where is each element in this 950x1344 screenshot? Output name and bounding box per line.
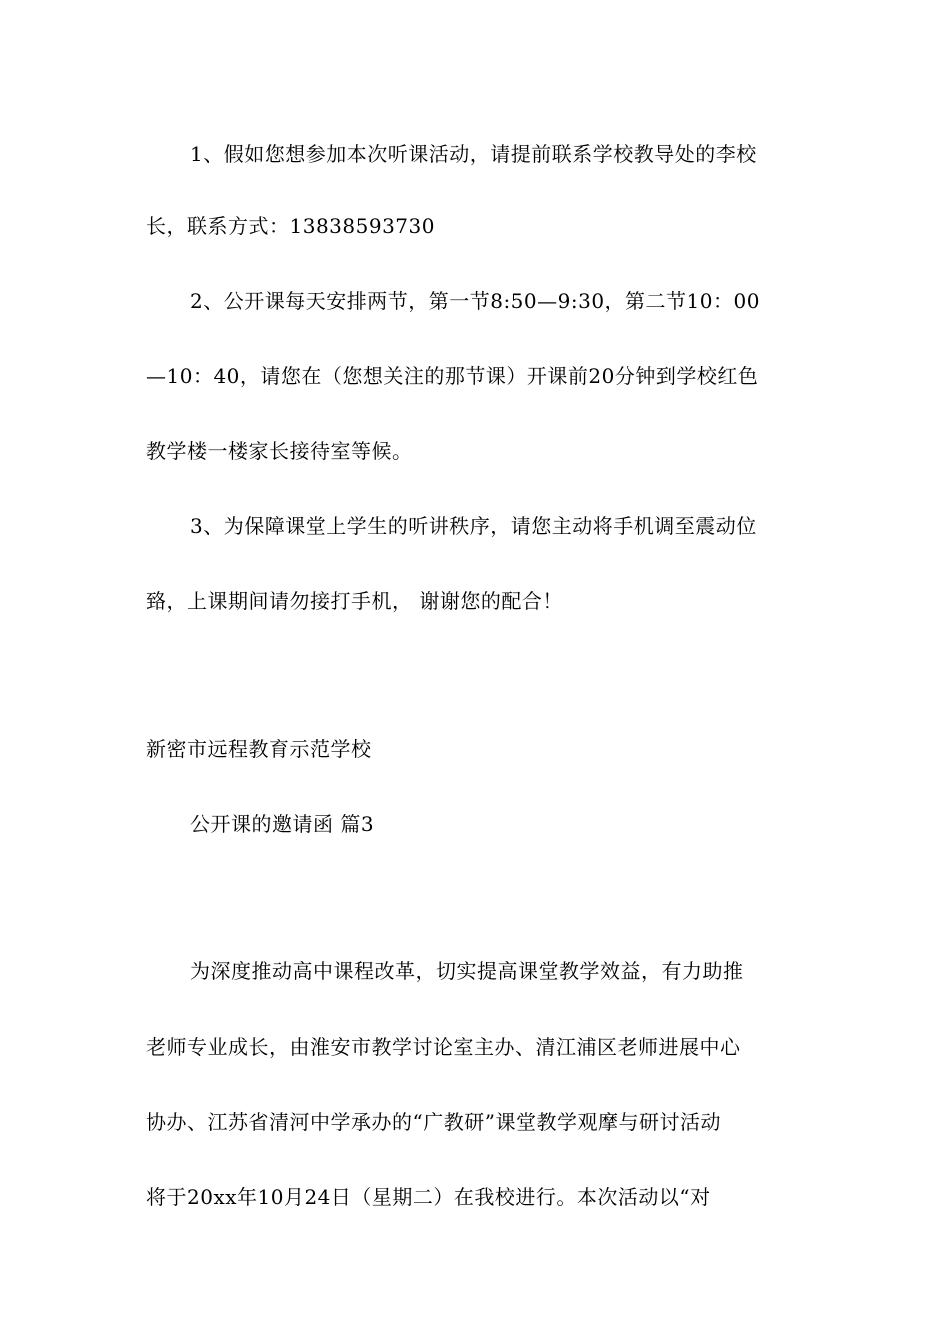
paragraph-3-line-1: 3、为保障课堂上学生的听讲秩序，请您主动将手机调至震动位: [190, 514, 757, 538]
paragraph-2-line-1: 2、公开课每天安排两节，第一节8:50—9:30，第二节10：00: [190, 289, 760, 313]
paragraph-1-line-1: 1、假如您想参加本次听课活动，请提前联系学校教导处的李校: [190, 142, 757, 166]
paragraph-4-line-3: 协办、江苏省清河中学承办的“广教研”课堂教学观摩与研讨活动: [146, 1110, 721, 1134]
paragraph-3-line-2: 臵，上课期间请勿接打手机， 谢谢您的配合！: [146, 589, 563, 613]
paragraph-4-line-4: 将于20xx年10月24日（星期二）在我校进行。本次活动以“对: [146, 1185, 711, 1209]
paragraph-2-line-2: —10：40，请您在（您想关注的那节课）开课前20分钟到学校红色: [146, 364, 759, 388]
section-title: 公开课的邀请函 篇3: [190, 812, 375, 836]
school-signature: 新密市远程教育示范学校: [146, 737, 372, 761]
paragraph-4-line-2: 老师专业成长，由淮安市教学讨论室主办、清江浦区老师进展中心: [146, 1035, 741, 1059]
paragraph-2-line-3: 教学楼一楼家长接待室等候。: [146, 439, 413, 463]
paragraph-4-line-1: 为深度推动高中课程改革，切实提高课堂教学效益，有力助推: [190, 959, 744, 983]
paragraph-1-line-2: 长，联系方式：13838593730: [146, 214, 435, 238]
